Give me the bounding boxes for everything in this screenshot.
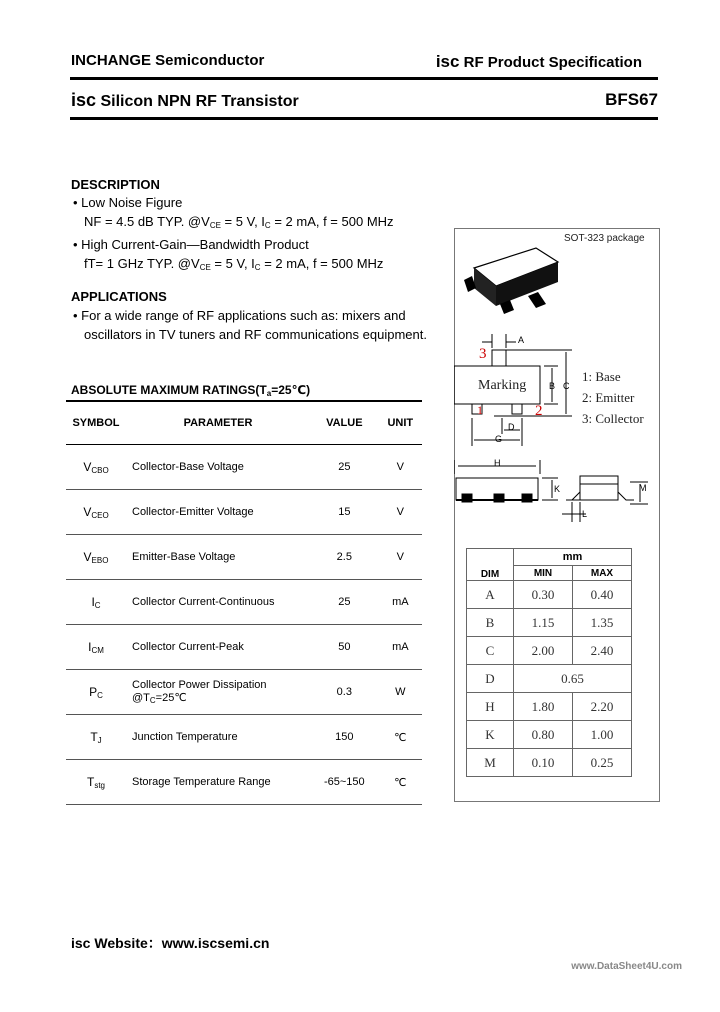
ratings-header-row (66, 401, 422, 445)
table-row: H 1.80 2.20 (467, 693, 632, 721)
dim-c-label: C (563, 381, 570, 391)
ratings-heading: ABSOLUTE MAXIMUM $RATINGS(T_a=25℃)$ (71, 383, 311, 398)
pin-legend-item: 3: Collector (582, 411, 644, 426)
table-row: $V_{CBO}$ Collector-Base Voltage 25 V (66, 445, 422, 490)
header-rule-top (70, 77, 658, 80)
table-row: M 0.10 0.25 (467, 749, 632, 777)
dim-unit: mm (514, 549, 632, 566)
header-rule-bottom (70, 117, 658, 120)
title-text: Silicon NPN RF Transistor (100, 93, 299, 110)
table-row: $P_C$ Collector Power Dissipation $@T_C=25℃$ 0.3 W (66, 670, 422, 715)
col-value: VALUE (310, 401, 379, 445)
description-bullet-1: • Low Noise Figure (73, 195, 183, 210)
marking-label: Marking (478, 378, 527, 393)
table-row: B 1.15 1.35 (467, 609, 632, 637)
applications-heading: APPLICATIONS (71, 289, 167, 304)
description-block (73, 193, 394, 277)
website-link[interactable]: www.iscsemi.cn (161, 935, 270, 951)
description-line-2: NF = 4.5 dB TYP. $@V_{CE} = 5$ V, $I_C = 2$ mA, f = 500 MHz (84, 214, 394, 230)
applications-line-2: oscillators in TV tuners and RF communications equipment. (84, 327, 427, 342)
table-row: D 0.65 (467, 665, 632, 693)
table-row: K 0.80 1.00 (467, 721, 632, 749)
description-bullet-2: • High Current-Gain—Bandwidth Product (73, 237, 309, 252)
dim-h-label: H (494, 458, 501, 468)
dim-g-label: G (495, 434, 503, 444)
applications-block (73, 306, 427, 344)
dim-l-label: L (582, 509, 588, 519)
col-symbol: SYMBOL (66, 401, 126, 445)
description-line-4: fT= 1 GHz TYP. $@V_{CE} = 5$ V, $I_C = 2$ mA, f = 500 MHz (84, 256, 384, 272)
dim-a-label: A (518, 335, 525, 345)
dim-k-label: K (554, 484, 561, 494)
sot323-3d-icon (464, 248, 558, 314)
spec-type (436, 52, 642, 72)
table-row: C 2.00 2.40 (467, 637, 632, 665)
col-dim: DIM (467, 549, 514, 581)
ratings-table (66, 400, 422, 805)
col-min: MIN (514, 566, 573, 581)
footer-website (71, 933, 269, 953)
applications-line-1: • For a wide range of RF applications such as: mixers and (73, 308, 406, 323)
isc-logo-text: isc (435, 52, 460, 71)
watermark: www.DataSheet4U.com (571, 961, 682, 972)
part-number: BFS67 (605, 90, 658, 109)
spec-text: RF Product Specification (463, 54, 642, 71)
dim-m-label: M (639, 483, 647, 493)
dim-d-label: D (508, 422, 515, 432)
company-name: INCHANGE Semiconductor (71, 52, 265, 69)
table-row: $I_{CM}$ Collector Current-Peak 50 mA (66, 625, 422, 670)
pin-legend (582, 366, 644, 429)
table-row: $I_C$ Collector Current-Continuous 25 mA (66, 580, 422, 625)
pin-legend-item: 1: Base (582, 369, 621, 384)
package-label: SOT-323 package (564, 233, 645, 244)
side-view-drawing (454, 460, 648, 522)
pin2-label: 2 (535, 403, 543, 419)
isc-logo-text: isc (71, 90, 97, 110)
col-unit: UNIT (379, 401, 422, 445)
dim-header-row (467, 549, 632, 566)
dim-b-label: B (549, 381, 556, 391)
col-max: MAX (573, 566, 632, 581)
dimensions-table (466, 548, 632, 777)
table-row: A 0.30 0.40 (467, 581, 632, 609)
table-row: $V_{EBO}$ Emitter-Base Voltage 2.5 V (66, 535, 422, 580)
table-row: $T_{stg}$ Storage Temperature Range -65~150 ℃ (66, 760, 422, 805)
page-title (71, 90, 299, 111)
table-row: $T_J$ Junction Temperature 150 ℃ (66, 715, 422, 760)
pin-legend-item: 2: Emitter (582, 390, 635, 405)
description-heading: DESCRIPTION (71, 177, 160, 192)
website-label: isc Website： (71, 935, 162, 951)
table-row: $V_{CEO}$ Collector-Emitter Voltage 15 V (66, 490, 422, 535)
pin3-label: 3 (479, 346, 487, 362)
col-parameter: PARAMETER (126, 401, 310, 445)
pin1-label: 1 (477, 403, 483, 417)
